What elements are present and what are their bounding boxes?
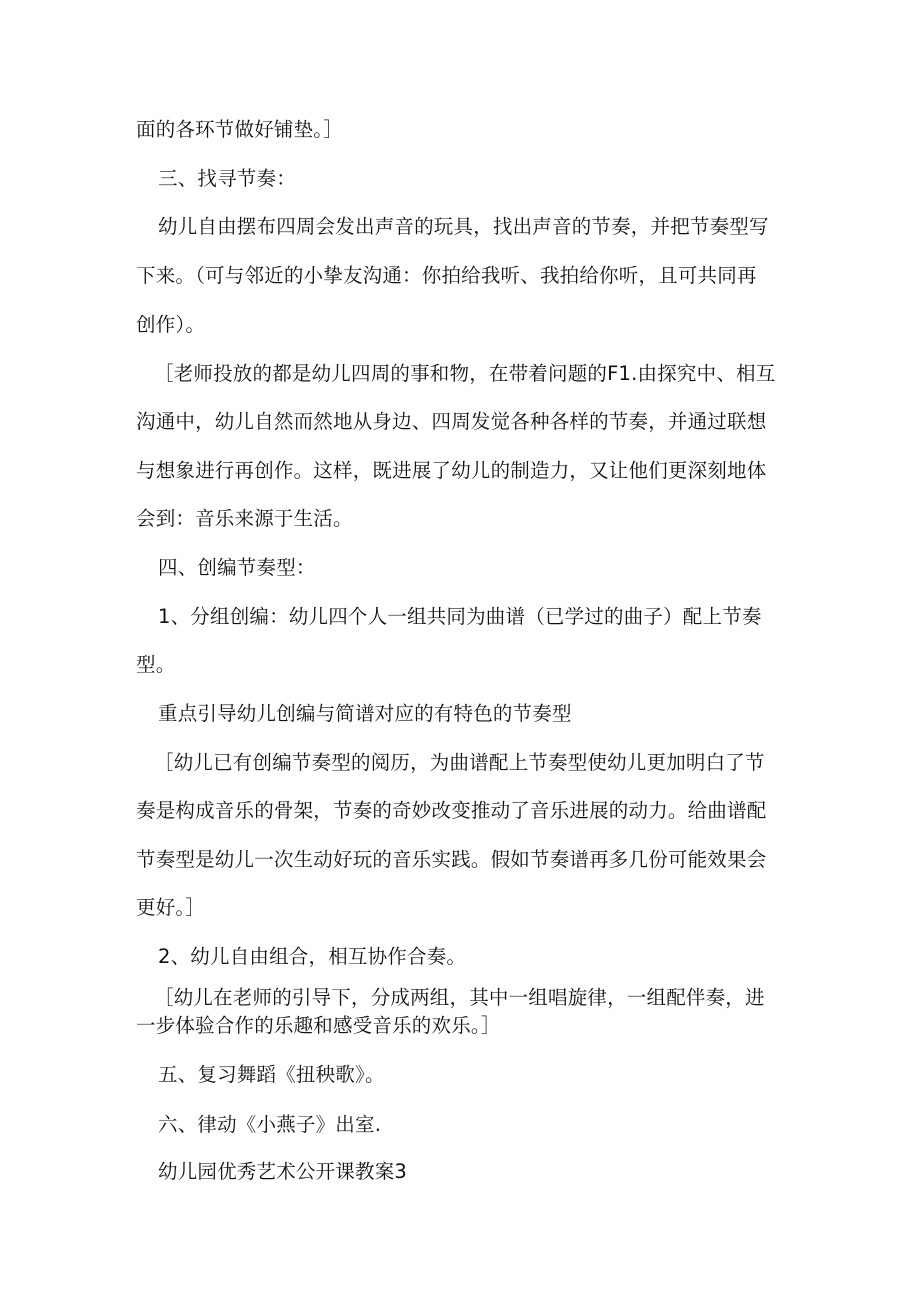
paragraph-line: 幼儿自由摆布四周会发出声音的玩具，找出声音的节奏，并把节奏型写 [158, 215, 769, 238]
paragraph-line: 重点引导幼儿创编与简谱对应的有特色的节奏型 [158, 702, 572, 725]
section-heading: 六、律动《小燕子》出室. [158, 1113, 382, 1136]
paragraph-line: 节奏型是幼儿一次生动好玩的音乐实践。假如节奏谱再多几份可能效果会 [136, 848, 767, 871]
paragraph-line: ［幼儿在老师的引导下，分成两组，其中一组唱旋律，一组配伴奏，进 [154, 986, 765, 1009]
section-heading: 四、创编节奏型： [158, 556, 316, 579]
paragraph-line: 面的各环节做好铺垫。］ [136, 118, 343, 141]
paragraph-line: 创作）。 [136, 313, 206, 336]
paragraph-line: 1、分组创编：幼儿四个人一组共同为曲谱（已学过的曲子）配上节奏 [158, 605, 762, 628]
paragraph-line: ［幼儿已有创编节奏型的阅历，为曲谱配上节奏型使幼儿更加明白了节 [154, 751, 765, 774]
section-heading: 三、找寻节奏： [158, 167, 296, 190]
paragraph-line: 更好。］ [136, 896, 206, 919]
section-heading: 五、复习舞蹈《扭秧歌》。 [158, 1063, 385, 1086]
paragraph-line: 2、幼儿自由组合，相互协作合奏。 [158, 945, 467, 968]
paragraph-line: 型。 [136, 653, 176, 676]
paragraph-line: 奏是构成音乐的骨架，节奏的奇妙改变推动了音乐进展的动力。给曲谱配 [136, 799, 767, 822]
paragraph-line: 一步体验合作的乐趣和感受音乐的欢乐。］ [136, 1014, 501, 1037]
paragraph-line: 与想象进行再创作。这样，既进展了幼儿的制造力，又让他们更深刻地体 [136, 459, 767, 482]
paragraph-line: 下来。（可与邻近的小挚友沟通：你拍给我听、我拍给你听，且可共同再 [136, 264, 757, 287]
paragraph-line: 沟通中，幼儿自然而然地从身边、四周发觉各种各样的节奏，并通过联想 [136, 410, 767, 433]
document-title: 幼儿园优秀艺术公开课教案3 [158, 1160, 408, 1183]
paragraph-line: 会到：音乐来源于生活。 [136, 507, 353, 530]
paragraph-line: ［老师投放的都是幼儿四周的事和物，在带着问题的F1.由探究中、相互 [154, 362, 776, 385]
